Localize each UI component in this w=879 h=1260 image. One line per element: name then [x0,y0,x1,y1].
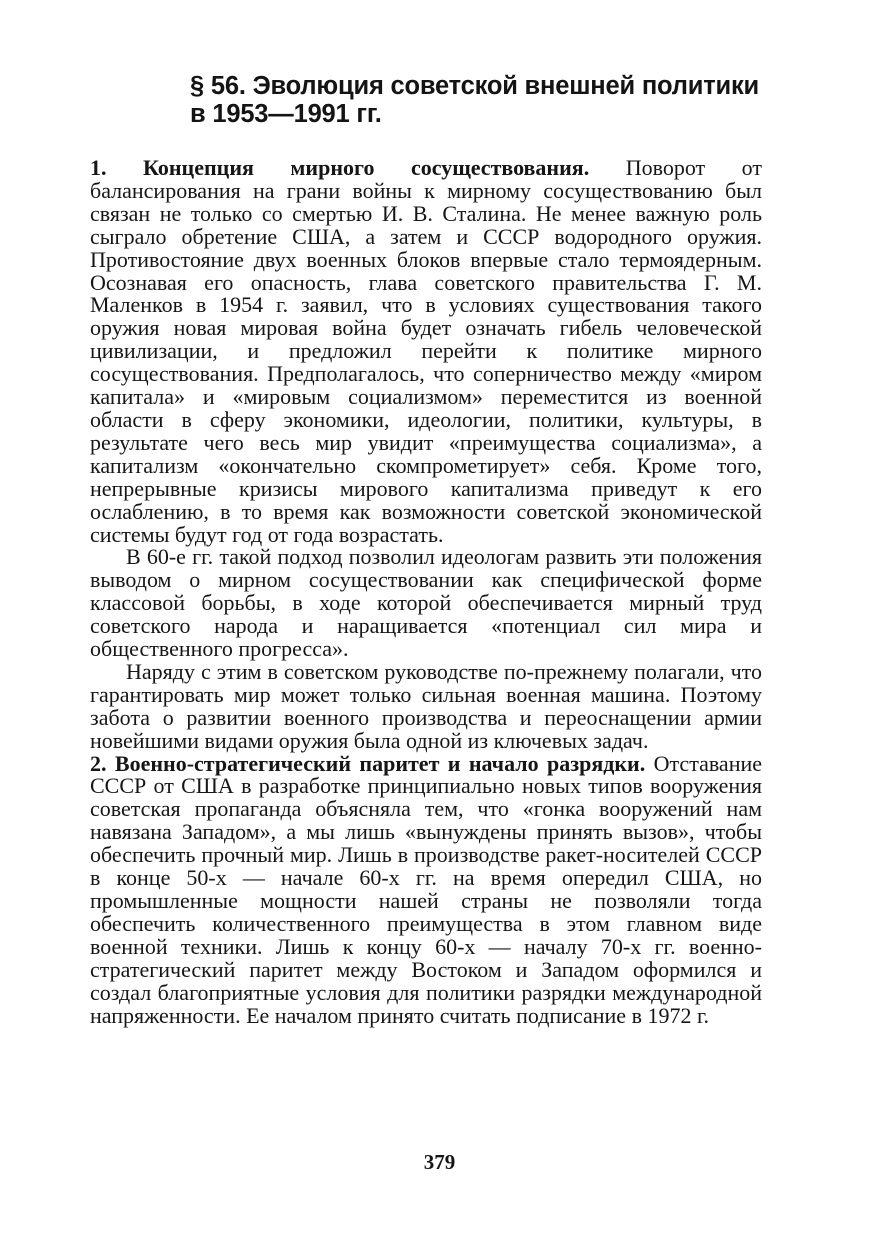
paragraph-1 [90,157,762,546]
page-number: 379 [423,1150,456,1174]
paragraph-4-text: Отставание СССР от США в разработке принципиально новых типов вооружения советская пропаганда объясняла тем, что «гонка вооружений нам навязана Западом», а мы лишь «вынуждены принять вызов», чтобы обеспечить прочный мир. Лишь в производстве ракет-носителей СССР в конце 50-х — начале 60-х гг. на время опередил США, но промышленные мощности нашей страны не позволяли тогда обеспечить количественного преимущества в этом главном виде военной техники. Лишь к концу 60-х — началу 70-х гг. военно-стратегический паритет между Востоком и Западом оформился и создал благоприятные условия для политики разрядки международной напряженности. Ее началом принято считать подписание в 1972 г. [90,750,763,1028]
subsection-heading-1: 1. Концепция мирного сосуществования. [90,155,590,180]
paragraph-4 [90,750,763,1028]
paragraph-2: В 60-е гг. такой подход позволил идеологам развить эти положения выводом о мирном сосуществовании как специфической форме классовой борьбы, в ходе которой обеспечивается мирный труд советского народа и наращивается «потенциал сил мира и общественного прогресса». [90,544,762,662]
subsection-heading-2: 2. Военно-стратегический паритет и начало разрядки. [90,750,646,776]
textbook-page [90,72,762,1027]
body-text [90,157,762,1027]
section-title-line-2: в 1953—1991 гг. [190,100,382,128]
section-title [190,72,762,128]
section-title-line-1: § 56. Эволюция советской внешней политики [190,72,760,100]
paragraph-3: Наряду с этим в советском руководстве по-прежнему полагали, что гарантировать мир может только сильная военная машина. Поэтому забота о развитии военного производства и переоснащении армии новейшими видами оружия была одной из ключевых задач. [90,658,762,753]
paragraph-1-text: Поворот от балансирования на грани войны к мирному сосуществованию был связан не только со смертью И. В. Сталина. Не менее важную роль сыграло обретение США, а затем и СССР водородного оружия. Противостояние двух военных блоков впервые стало термоядерным. Осознавая его опасность, глава советского правительства Г. М. Маленков в 1954 г. заявил, что в условиях существования такого оружия новая мировая война будет означать гибель человеческой цивилизации, и предложил перейти к политике мирного сосуществования. Предполагалось, что соперничество между «миром капитала» и «мировым социализмом» переместится из военной области в сферу экономики, идеологии, политики, культуры, в результате чего весь мир увидит «преимущества социализма», а капитализм «окончательно скомпрометирует» себя. Кроме того, непрерывные кризисы мирового капитализма приведут к его ослаблению, в то время как возможности советской экономической системы будут год от года возрастать. [90,155,763,547]
